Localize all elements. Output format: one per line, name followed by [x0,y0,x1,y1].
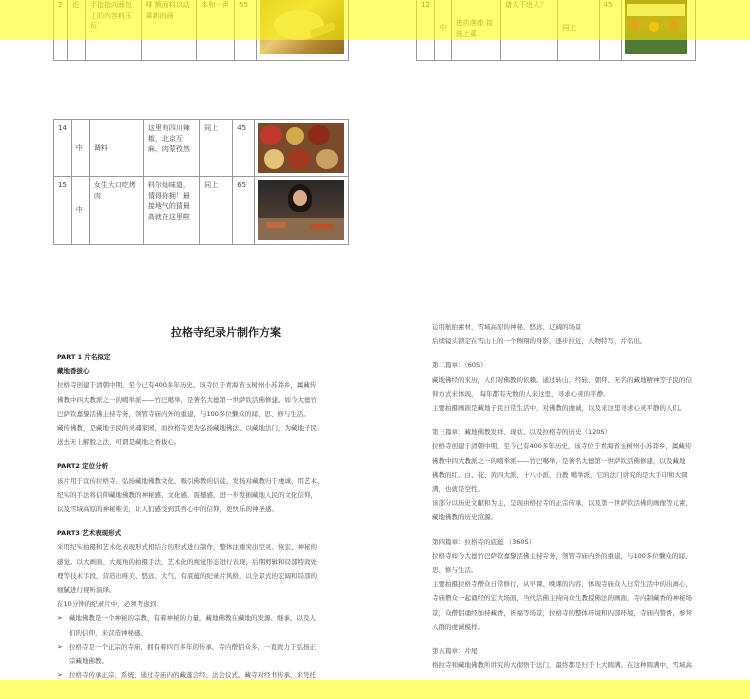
body-text-line: 景，众僧侣诵经加持藏香，祈福等场景，拉格寺的整体环境和内部环境，寺庙内赞香，参拜 [432,608,692,617]
body-text-line: 宗藏地佛教。 [69,657,108,666]
shot-audio: 同上 [200,177,233,245]
shot-size: 中 [71,177,89,245]
body-text-line: 以及雪域高原的神秘唯美，让人们感受到其吾心中的信仰，更快乐的神圣感。 [57,505,278,514]
body-text-line: 满，也就是空性。 [432,485,484,494]
body-text-line: 寺庙僧众一起诵经的宏大场面，当代活佛主持向众生教授佛法的画面，寺内制藏香的神秘场 [432,594,692,603]
section-heading: PART2 定位分析 [57,462,109,471]
body-text-line: 在10分钟的纪录片中，必须考虑到： [57,600,163,609]
shot-duration: 65 [233,177,255,245]
girl-eating-bbq-photo [258,180,344,240]
body-text-line: 后续镜头锁定在雪山上的一个侧翔的身影，逐步拉近，人物特写，片名出。 [432,337,647,346]
shot-duration: 45 [233,120,255,177]
highlight-band-bottom [0,680,750,699]
body-text-line: 拉格寺创建于清朝中期，至今已有400多年历史。该寺位于青海省玉树州小苏莽乡，属藏传 [57,381,317,390]
shot-audio: 同上 [200,120,233,177]
paragraph-gap [432,348,712,358]
paragraph-gap [57,449,347,459]
shot-size: 中 [71,120,89,177]
body-text-line: 藏地佛教的历史渲源。 [432,513,497,522]
body-text-line: 该部分以历史文献和为主，呈现由格拉寺的正宗传承，以及第一世萨钦活佛的画像等元素， [432,499,692,508]
paragraph-gap [432,415,712,425]
body-text-line: 第四篇章：拉格寺的底蕴 （360S） [432,537,536,546]
section-heading: PART3 艺术表现形式 [57,529,122,538]
body-text-line: 格拉寺和藏地佛教所讲究的大彻悟于法门，最终都是归于上大圆满。在这种圆满中，雪域高 [432,661,692,670]
shot-number: 15 [54,177,72,245]
shot-subtitle: 这里有四川辣椒，北京互麻，肉蒙孜然 [143,120,199,177]
storyboard-table-middle [53,119,349,245]
document-left-column [57,350,347,682]
document-title: 拉格寺纪录片制作方案 [171,326,281,339]
body-text-line: 第五篇章：片尾 [432,647,478,656]
body-text-line: 主要拍摄拉格寺僧众日常修行，从早课、晚课的内容，体现寺庙众人日常生活中的出离心， [432,580,692,589]
shot-number: 14 [54,120,72,177]
body-text-line: 佛教中四大教派之一的噶举派——竹巴噶举，是著名大德第一世萨钦活佛修建，以及藏地 [432,456,686,465]
table-row [54,177,349,245]
body-text-line: 理等技术手段，营造出唯美、悠远、大气、有底蕴的纪录片风格，以全景式的宏阔和局部的 [57,571,317,580]
body-text-line: 拉格寺创建于清朝中期，至今已有400多年历史，该寺位于青海省玉树州小苏莽乡，属藏传 [432,442,692,451]
body-text-line: 送去无上解脱之法，可谓是藏地之香拔心。 [57,438,181,447]
bullet-item: ➢ 拉格寺是一个正宗的寺庙，拥有着四百多年的传承，寺内僧侣众多，一直致力于弘扬正 [57,640,347,654]
body-text-line: 细腻进行视听演绎。 [57,586,116,595]
body-text-line: 纪实的手法将信仰藏地佛教的神秘感、文化感、震撼感，进一步发掘藏地人民的文化信仰， [57,490,317,499]
body-text-line: 该片用于宣传拉格寺、弘扬藏地佛教文化，吸引佛教的信徒、发扬对藏教归于虔诚，用艺术、 [57,476,324,485]
body-text-line: 们的信仰，来营造神秘感。 [69,628,147,637]
body-text-line: 人群的虔诚模样。 [432,622,484,631]
body-text-line: 藏传佛教，是藏地子民的灵魂家园，而拉格寺更为弘扬藏地佛法、以藏地法门，为藏地子民 [57,424,317,433]
paragraph-gap [432,634,712,644]
bullet-item: ➢ 拉格寺传承正宗、系统，通过寺庙内的藏蓬会经、法会仪式、藏寺对经书传承、来凭托 [57,668,347,682]
body-text-line: 第三篇章：藏地佛教发祥、现状、以及拉格寺的历史（120S） [432,428,612,437]
shot-content: 女生大口吃烤肉 [89,177,143,245]
body-text-line: 主要拍摄画面是藏地子民日常生活中，对佛教的虔诚，以及来这里寻求心灵平静的人们。 [432,404,686,413]
body-text-line: 第二篇章：（60S） [432,361,487,370]
body-text-line: 藏地佛经的来历，人们对佛教的依赖。通过转山、经轮、朝拜、无名的藏地精神等子民的信 [432,375,692,384]
shot-content: 调料 [89,120,143,177]
body-text-line: 运用航拍素材，雪域高原的神秘、悠远、辽阔的场景 [432,323,582,331]
paragraph-gap [432,525,712,535]
body-text-line: 巴萨钦嘉黎活佛主持寺务，领管寺庙内外的重建，与100多位懒众的闻、思、修与生活。 [57,409,310,418]
body-text-line: 采用纪实拍摄和艺术化表现形式相结合的形式进行制作，整体注重突出空灵、恢宏、神秘的 [57,543,317,552]
section-heading: PART 1 片名拟定 [57,353,111,361]
body-text-line: 思、修与生活。 [432,566,478,575]
body-text-line: 仰方式来体现， 每年都有无数的人来这里，寻求心灵的平静。 [432,389,610,398]
body-text-line: 感觉。以大画面、大视角的拍摄手法，艺术化的视觉形态进行表现，后期剪辑和局部特效处 [57,557,317,566]
shot-subtitle: 料尔灿味道，情得你拥！最接地气的猜最高就在这里啦 [143,177,199,245]
body-text-line: 佛教中四大教派之一的噶举派——竹巴噶举，是著名大德第一世萨钦活佛修建。如今大德竹 [57,395,317,404]
body-text-line: 佛教的红、白、花、黄四大派，十八小派，自教 噶举派，它的法门讲究的是大手印和大圆 [432,470,688,479]
spices-bowls-photo [258,123,344,173]
bullet-item: ➢ 藏地佛教是一个神秘的宗教，有着神秘的力量，藏地佛教在藏地的发源、继承，以及人 [57,611,347,625]
table-row [54,120,349,177]
document-right-column [432,320,712,672]
paragraph-gap [57,516,347,526]
section-heading: 藏地香拔心 [57,367,90,376]
body-text-line: 拉格寺如今大德竹巴萨钦嘉黎活佛主持寺务，领管寺庙内外的重建，与100多位懒众的闻、 [432,551,692,560]
highlight-band-top [0,0,750,40]
